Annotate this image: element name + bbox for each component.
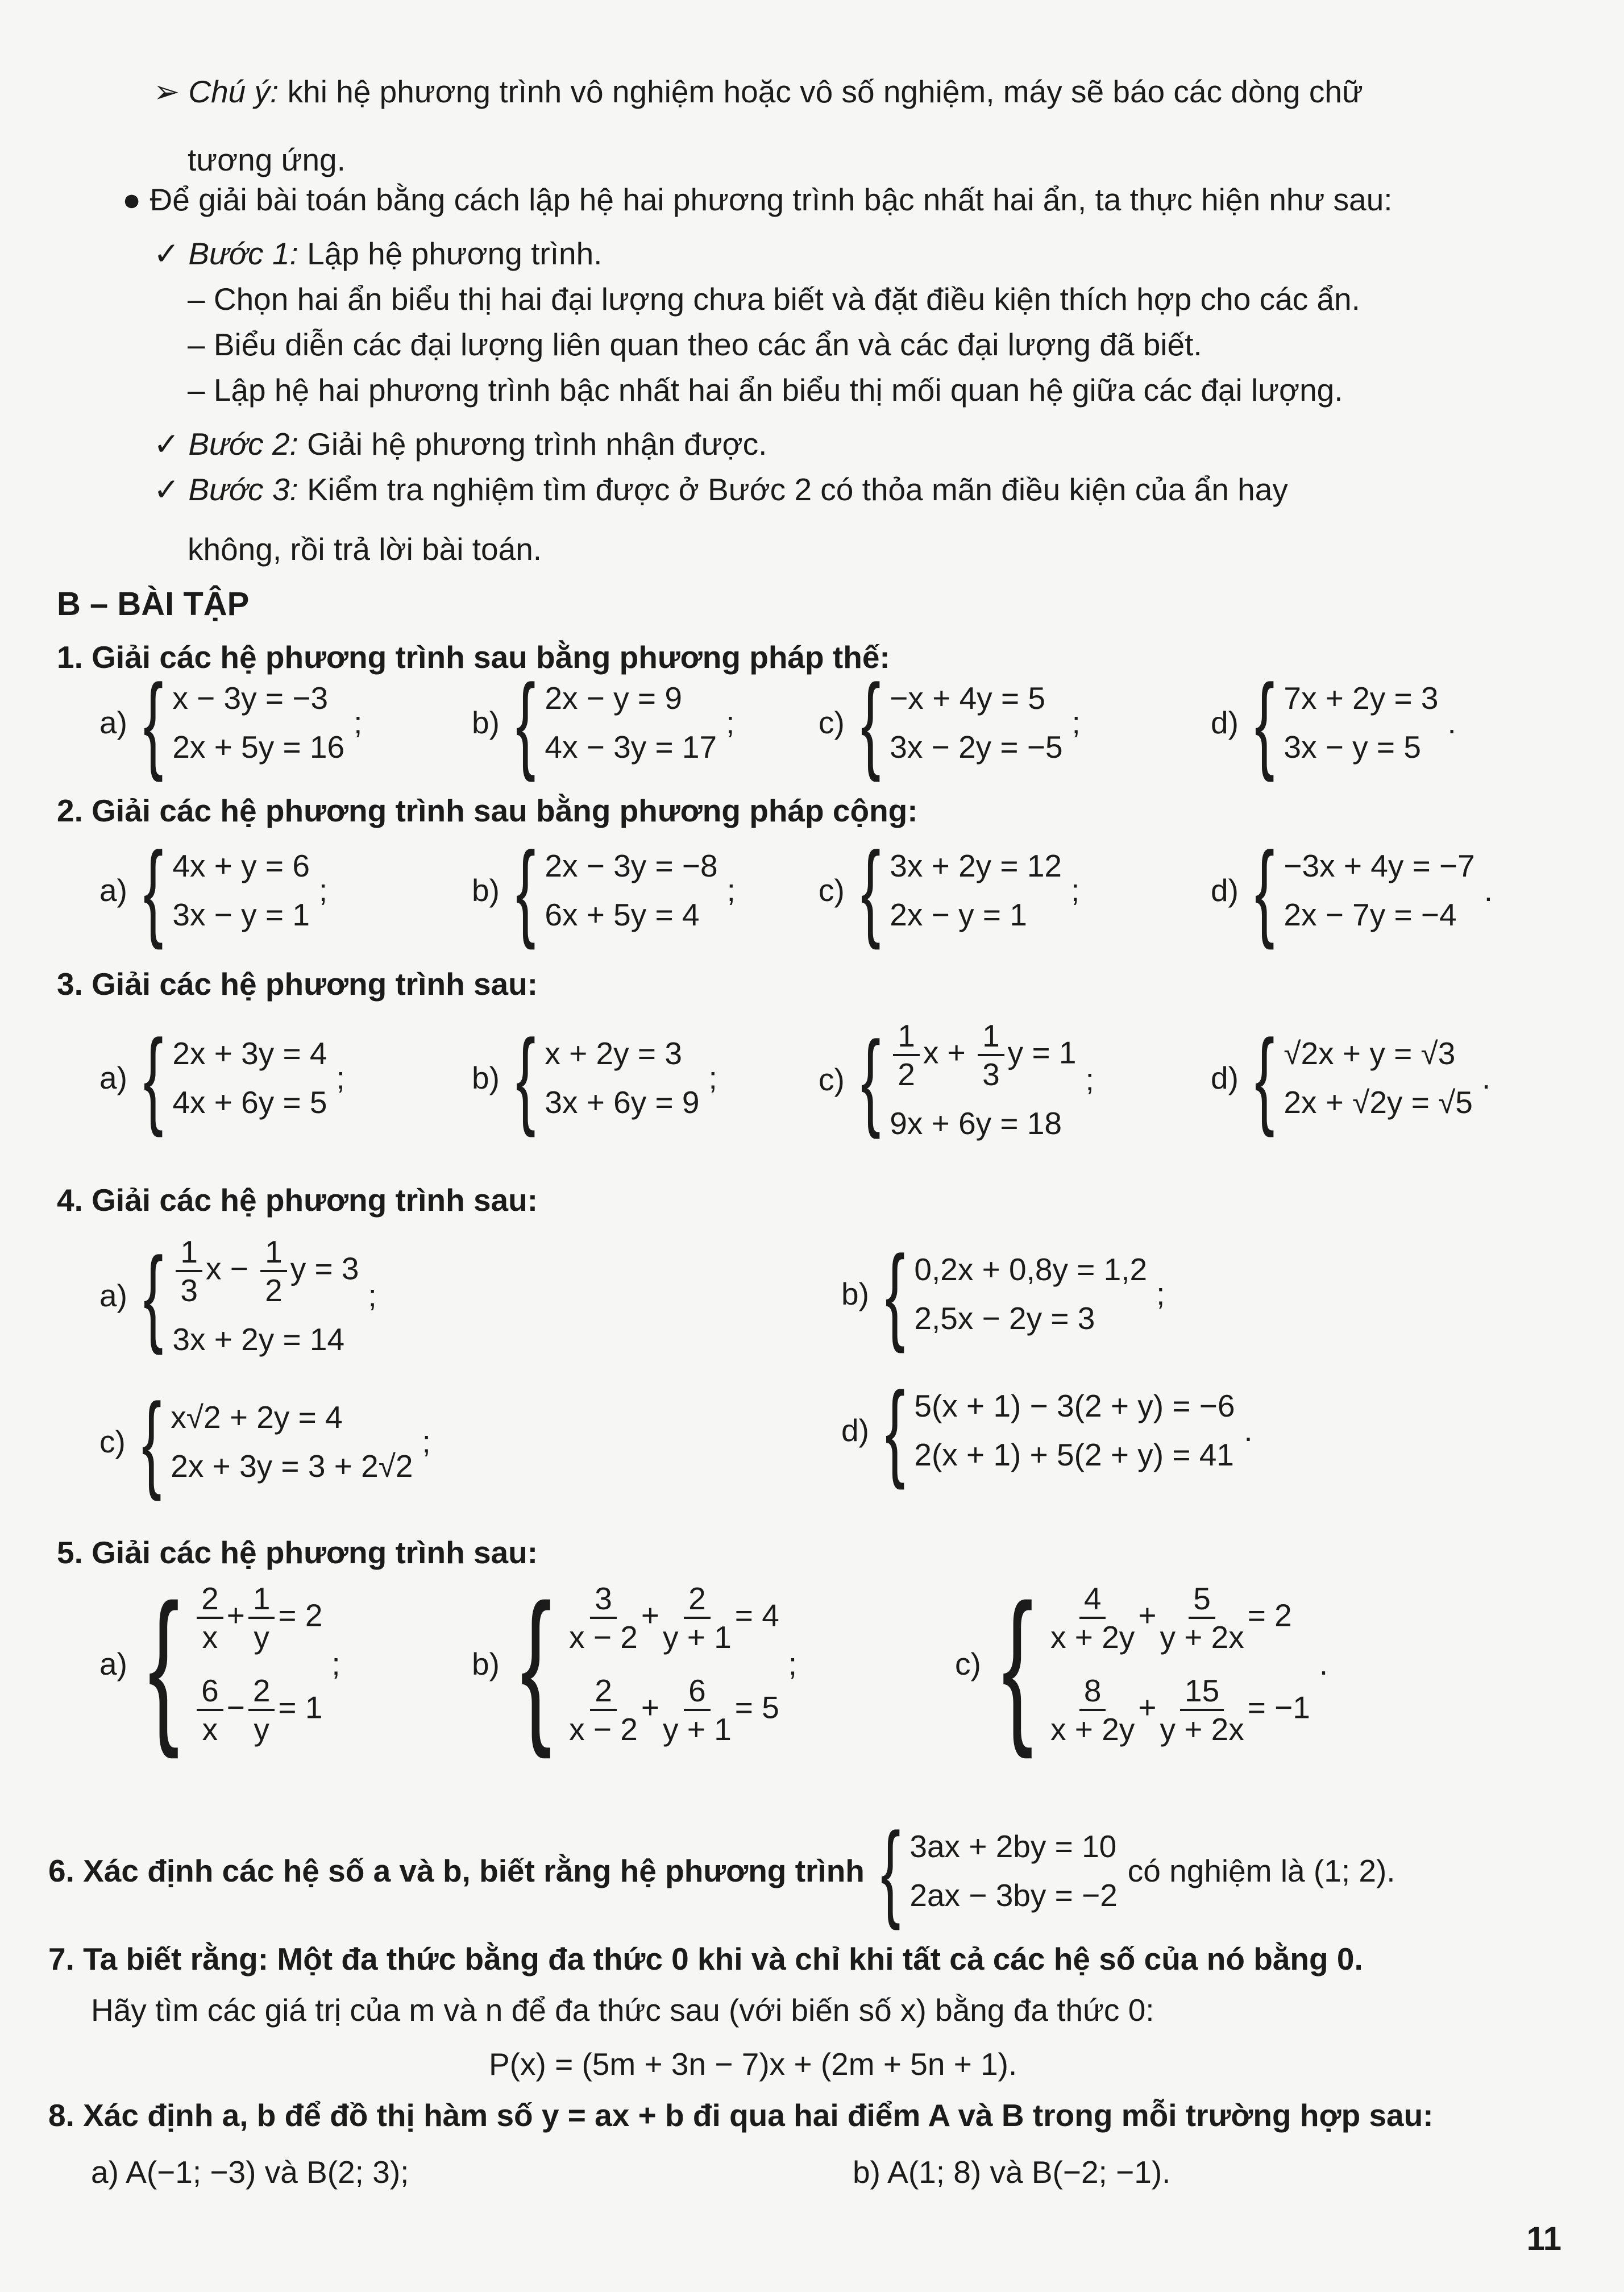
eq-rhs: = 2 [1247, 1597, 1292, 1633]
eq: 3x − y = 5 [1284, 729, 1421, 765]
p5-c: c) { $\frac{4}{x + 2y}$ + $\frac{5}{y + 2x}$ = 2 $\frac{8}{x + 2y}$ + $\frac{15}{y + 2x}$ = −1 . [955, 1568, 1328, 1759]
step-3: ✓ Bước 3: Kiểm tra nghiệm tìm được ở Bước 2 có thỏa mãn điều kiện của ẩn hay [153, 472, 1288, 507]
p4-title: 4. Giải các hệ phương trình sau: [57, 1182, 538, 1218]
p2-a: a) { 4x + y = 6 3x − y = 1 ; [99, 830, 328, 950]
note-chu-y: ➢ Chú ý: khi hệ phương trình vô nghiệm hoặc vô số nghiệm, máy sẽ báo các dòng chữ [153, 74, 1363, 109]
eq: $\frac{2}{x - 2}$ + $\frac{6}{y + 1}$ = 5 [569, 1673, 779, 1747]
p8-b: b) A(1; 8) và B(−2; −1). [853, 2154, 1171, 2190]
eq: 9x + 6y = 18 [890, 1106, 1062, 1141]
eq: $\frac{3}{x - 2}$ + $\frac{2}{y + 1}$ = 4 [569, 1581, 779, 1655]
p4-d: d) { 5(x + 1) − 3(2 + y) = −6 2(x + 1) + 5(2 + y) = 41 . [841, 1370, 1253, 1490]
eq: 4x + 6y = 5 [172, 1085, 327, 1120]
eq: $\frac{1}{2}$ x + $\frac{1}{3}$ y = 1 [890, 1018, 1076, 1093]
p2-b: b) { 2x − 3y = −8 6x + 5y = 4 ; [472, 830, 736, 950]
p1-b: b) { 2x − y = 9 4x − 3y = 17 ; [472, 662, 735, 783]
step-2-label: Bước 2: [188, 426, 298, 462]
eq-rhs: = 5 [734, 1689, 779, 1725]
p3-a: a) { 2x + 3y = 4 4x + 6y = 5 ; [99, 1018, 345, 1138]
eq: 4x + y = 6 [172, 848, 310, 883]
p1-d: d) { 7x + 2y = 3 3x − y = 5 . [1211, 662, 1456, 783]
eq: $\frac{2}{x}$ + $\frac{1}{y}$ = 2 [193, 1580, 322, 1655]
eq: $\frac{1}{3}$ x − $\frac{1}{2}$ y = 3 [172, 1234, 359, 1309]
eq: √2x + y = √3 [1284, 1036, 1456, 1071]
note-chu-y-label: Chú ý: [188, 74, 279, 109]
p6: 6. Xác định các hệ số a và b, biết rằng hệ phương trình { 3ax + 2by = 10 2ax − 3by = −2 có nghiệm là (1; 2). [48, 1811, 1395, 1931]
note-chu-y-text: khi hệ phương trình vô nghiệm hoặc vô số nghiệm, máy sẽ báo các dòng chữ [279, 74, 1363, 109]
eq: 2x − y = 1 [890, 897, 1027, 932]
eq: 2ax − 3by = −2 [909, 1878, 1118, 1913]
step-3-cont: không, rồi trả lời bài toán. [188, 532, 542, 567]
p5-a: a) { $\frac{2}{x}$ + $\frac{1}{y}$ = 2 $\frac{6}{x}$ − $\frac{2}{y}$ = 1 ; [99, 1568, 340, 1759]
eq-tail: y = 1 [1007, 1035, 1077, 1070]
p3-d: d) { √2x + y = √3 2x + √2y = √5 . [1211, 1018, 1491, 1138]
p7-formula: P(x) = (5m + 3n − 7)x + (2m + 5n + 1). [489, 2046, 1017, 2082]
step-2: ✓ Bước 2: Giải hệ phương trình nhận được. [153, 426, 767, 462]
p4-b: b) { 0,2x + 0,8y = 1,2 2,5x − 2y = 3 ; [841, 1234, 1165, 1354]
eq: 3x − 2y = −5 [890, 729, 1063, 765]
p8-a: a) A(−1; −3) và B(2; 3); [91, 2154, 409, 2190]
p2-title: 2. Giải các hệ phương trình sau bằng phương pháp cộng: [57, 793, 918, 828]
p6-tail: có nghiệm là (1; 2). [1127, 1853, 1395, 1888]
eq: −3x + 4y = −7 [1284, 848, 1475, 883]
eq: 2x + 3y = 4 [172, 1036, 327, 1071]
eq-rhs: = 4 [734, 1597, 779, 1633]
eq: 5(x + 1) − 3(2 + y) = −6 [914, 1388, 1235, 1423]
p4-a: a) { $\frac{1}{3}$ x − $\frac{1}{2}$ y = 3 3x + 2y = 14 ; [99, 1234, 377, 1357]
eq: 3x + 6y = 9 [545, 1085, 700, 1120]
brace: { [143, 662, 164, 783]
p2-c: c) { 3x + 2y = 12 2x − y = 1 ; [819, 830, 1080, 950]
p2-d: d) { −3x + 4y = −7 2x − 7y = −4 . [1211, 830, 1493, 950]
p3-title: 3. Giải các hệ phương trình sau: [57, 966, 538, 1002]
step-1-text: Lập hệ phương trình. [298, 236, 603, 271]
note-chu-y-cont: tương ứng. [188, 142, 346, 177]
step-1: ✓ Bước 1: Lập hệ phương trình. [153, 236, 603, 271]
eq: 2x + 3y = 3 + 2√2 [171, 1448, 413, 1484]
eq: 3x − y = 1 [172, 897, 310, 932]
p1-a: a) { x − 3y = −3 2x + 5y = 16 ; [99, 662, 363, 783]
p5-title: 5. Giải các hệ phương trình sau: [57, 1535, 538, 1570]
step-3-label: Bước 3: [188, 472, 298, 507]
p4-c: c) { x√2 + 2y = 4 2x + 3y = 3 + 2√2 ; [99, 1381, 431, 1502]
note-intro: ● Để giải bài toán bằng cách lập hệ hai phương trình bậc nhất hai ẩn, ta thực hiện như sau: [122, 182, 1393, 217]
eq: x + 2y = 3 [545, 1036, 682, 1071]
p5-b: b) { $\frac{3}{x - 2}$ + $\frac{2}{y + 1}$ = 4 $\frac{2}{x - 2}$ + $\frac{6}{y + 1}$ = 5 ; [472, 1568, 798, 1759]
eq: 2,5x − 2y = 3 [914, 1301, 1095, 1336]
eq: x − 3y = −3 [172, 680, 329, 716]
step-2-text: Giải hệ phương trình nhận được. [298, 426, 767, 462]
section-title: B – BÀI TẬP [57, 586, 250, 622]
p3-b: b) { x + 2y = 3 3x + 6y = 9 ; [472, 1018, 717, 1138]
p3-c: c) { $\frac{1}{2}$ x + $\frac{1}{3}$ y = 1 9x + 6y = 18 ; [819, 1018, 1094, 1141]
eq: −x + 4y = 5 [890, 680, 1045, 716]
eq-tail: y = 3 [290, 1251, 359, 1286]
eq: 0,2x + 0,8y = 1,2 [914, 1252, 1148, 1287]
step-1-label: Bước 1: [188, 236, 298, 271]
eq: 4x − 3y = 17 [545, 729, 717, 765]
p6-text: 6. Xác định các hệ số a và b, biết rằng hệ phương trình [48, 1853, 865, 1888]
step-1-a: – Chọn hai ẩn biểu thị hai đại lượng chưa biết và đặt điều kiện thích hợp cho các ẩn. [188, 281, 1360, 317]
page-number: 11 [1526, 2220, 1561, 2257]
eq: $\frac{4}{x + 2y}$ + $\frac{5}{y + 2x}$ = 2 [1050, 1581, 1292, 1655]
eq: 2(x + 1) + 5(2 + y) = 41 [914, 1437, 1234, 1472]
eq-rhs: = 2 [278, 1597, 323, 1633]
eq: $\frac{8}{x + 2y}$ + $\frac{15}{y + 2x}$ = −1 [1050, 1673, 1310, 1747]
step-3-text: Kiểm tra nghiệm tìm được ở Bước 2 có thỏa mãn điều kiện của ẩn hay [298, 472, 1288, 507]
eq: 7x + 2y = 3 [1284, 680, 1439, 716]
eq: 2x + √2y = √5 [1284, 1085, 1473, 1120]
step-1-c: – Lập hệ hai phương trình bậc nhất hai ẩn biểu thị mối quan hệ giữa các đại lượng. [188, 372, 1343, 408]
eq-rhs: = −1 [1247, 1689, 1310, 1725]
step-1-b: – Biểu diễn các đại lượng liên quan theo các ẩn và các đại lượng đã biết. [188, 327, 1202, 362]
eq: 3x + 2y = 12 [890, 848, 1062, 883]
eq: 3ax + 2by = 10 [909, 1829, 1117, 1864]
eq-rhs: = 1 [278, 1689, 323, 1725]
eq: $\frac{6}{x}$ − $\frac{2}{y}$ = 1 [193, 1672, 322, 1747]
eq: x√2 + 2y = 4 [171, 1400, 343, 1435]
p8-text: 8. Xác định a, b để đồ thị hàm số y = ax + b đi qua hai điểm A và B trong mỗi trường hợp sau: [48, 2098, 1434, 2133]
eq: 2x − y = 9 [545, 680, 682, 716]
eq: 2x − 7y = −4 [1284, 897, 1457, 932]
eq: 3x + 2y = 14 [172, 1322, 345, 1357]
note-intro-text: Để giải bài toán bằng cách lập hệ hai phương trình bậc nhất hai ẩn, ta thực hiện như sau: [149, 182, 1393, 217]
eq: 2x + 5y = 16 [172, 729, 345, 765]
eq: 6x + 5y = 4 [545, 897, 700, 932]
eq: 2x − 3y = −8 [545, 848, 718, 883]
p7-line1: 7. Ta biết rằng: Một đa thức bằng đa thức 0 khi và chỉ khi tất cả các hệ số của nó bằng 0. [48, 1941, 1363, 1977]
p1-c: c) { −x + 4y = 5 3x − 2y = −5 ; [819, 662, 1081, 783]
p1-title: 1. Giải các hệ phương trình sau bằng phương pháp thế: [57, 640, 890, 675]
p7-line2: Hãy tìm các giá trị của m và n để đa thức sau (với biến số x) bằng đa thức 0: [91, 1992, 1154, 2028]
